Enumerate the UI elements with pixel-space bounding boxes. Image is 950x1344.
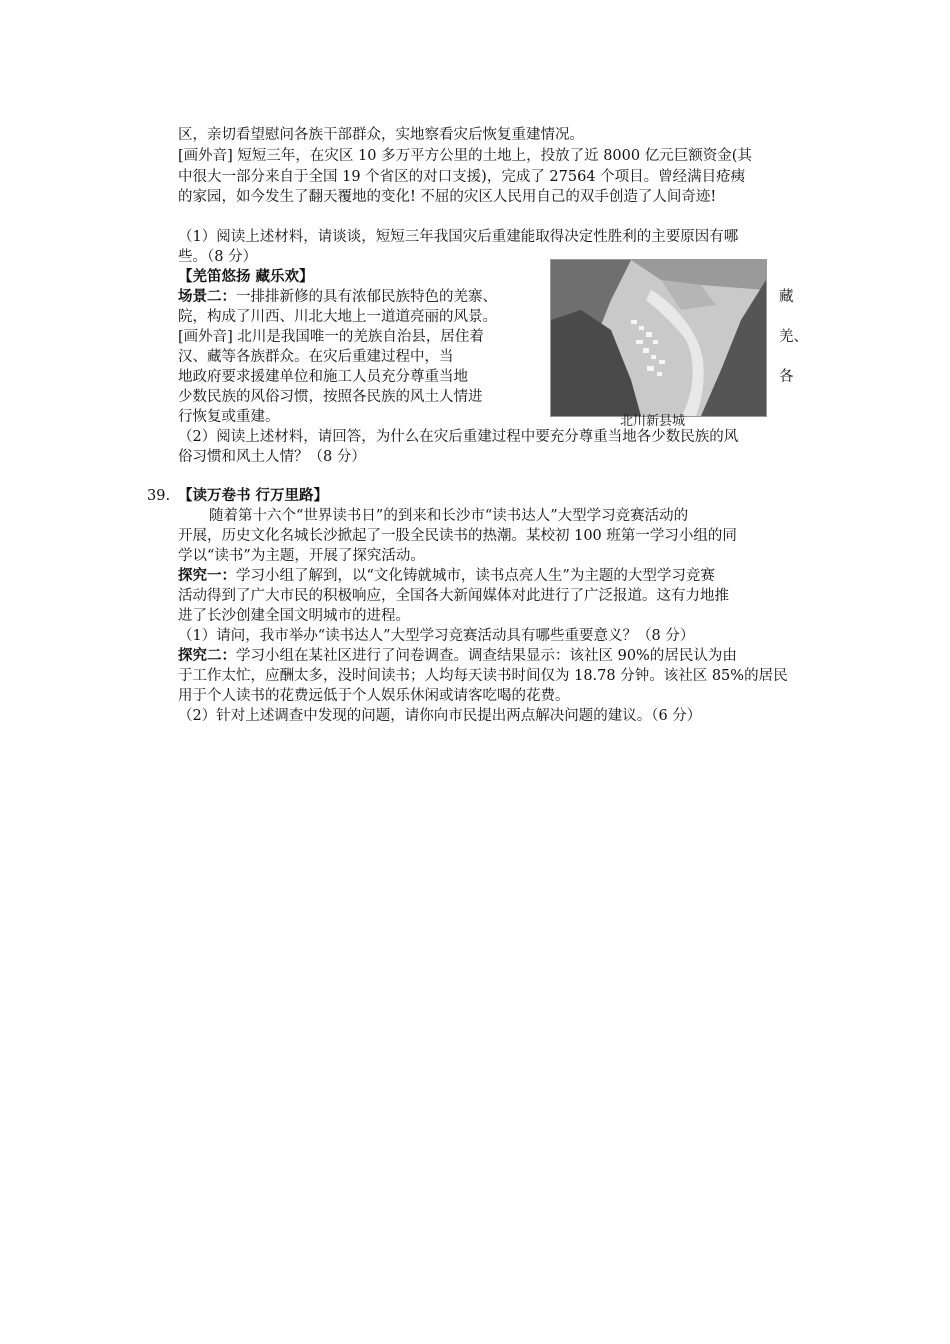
text-line: 的家园，如今发生了翻天覆地的变化! 不屈的灾区人民用自己的双手创造了人间奇迹! [178, 189, 717, 205]
text-line: 汉、藏等各族群众。在灾后重建过程中，当 [178, 349, 454, 365]
section-title: 【读万卷书 行万里路】 [178, 487, 329, 504]
question-2-line: （2）阅读上述材料，请回答，为什么在灾后重建过程中要充分尊重当地各少数民族的风 [178, 429, 739, 445]
question-1-line: 些。（8 分） [178, 249, 258, 265]
question-number: 39. [147, 488, 171, 504]
text-line: 地政府要求援建单位和施工人员充分尊重当地 [178, 369, 468, 385]
text-segment: 学习小组在某社区进行了问卷调查。调查结果显示：该社区 90%的居民认为由 [236, 648, 737, 664]
text-line: 场景二：一排排新修的具有浓郁民族特色的羌寨、 [178, 288, 497, 305]
text-line: 于工作太忙，应酬太多，没时间读书；人均每天读书时间仅为 18.78 分钟。该社区 85%的居民 [178, 668, 788, 684]
question-2-line: 俗习惯和风土人情？（8 分） [178, 449, 366, 465]
exploration-1-label: 探究一： [178, 567, 236, 584]
text-line: 开展，历史文化名城长沙掀起了一股全民读书的热潮。某校初 100 班第一学习小组的同 [178, 528, 737, 544]
text-line: 学以“读书”为主题，开展了探究活动。 [178, 548, 425, 564]
text-line: 行恢复或重建。 [178, 409, 280, 425]
text-line: 用于个人读书的花费远低于个人娱乐休闲或请客吃喝的花费。 [178, 688, 570, 704]
beichuan-town-photo [550, 259, 767, 417]
text-line [178, 566, 715, 586]
text-line: [画外音] 北川是我国唯一的羌族自治县，居住着 [178, 329, 484, 345]
text-line: [画外音] 短短三年，在灾区 10 多万平方公里的土地上，投放了近 8000 亿元巨额资金(其 [178, 148, 752, 164]
text-line: 中很大一部分来自于全国 19 个省区的对口支援)，完成了 27564 个项目。曾经满目疮痍 [178, 169, 746, 185]
question-1-line: （1）请问，我市举办“读书达人”大型学习竞赛活动具有哪些重要意义？（8 分） [178, 628, 695, 644]
text-line: 区，亲切看望慰问各族干部群众，实地察看灾后恢复重建情况。 [178, 127, 584, 143]
section-title: 【羌笛悠扬 藏乐欢】 [178, 268, 314, 285]
photo-caption: 北川新县城 [620, 414, 686, 429]
text-line: 随着第十六个“世界读书日”的到来和长沙市“读书达人”大型学习竞赛活动的 [209, 508, 689, 524]
text-line: 活动得到了广大市民的积极响应，全国各大新闻媒体对此进行了广泛报道。这有力地推 [178, 588, 729, 604]
text-fragment: 藏 [779, 289, 794, 305]
text-fragment: 各 [779, 369, 794, 385]
text-line: 少数民族的风俗习惯，按照各民族的风土人情进 [178, 389, 483, 405]
text-segment: 学习小组了解到，以“文化铸就城市，读书点亮人生”为主题的大型学习竞赛 [236, 568, 715, 584]
text-line: 院，构成了川西、川北大地上一道道亮丽的风景。 [178, 309, 497, 325]
text-line [178, 646, 737, 666]
question-2-line: （2）针对上述调查中发现的问题，请你向市民提出两点解决问题的建议。（6 分） [178, 708, 702, 724]
question-1-line: （1）阅读上述材料，请谈谈，短短三年我国灾后重建能取得决定性胜利的主要原因有哪 [178, 229, 739, 245]
text-line: 进了长沙创建全国文明城市的进程。 [178, 608, 410, 624]
exploration-2-label: 探究二： [178, 647, 236, 664]
text-fragment: 羌、 [779, 329, 808, 345]
